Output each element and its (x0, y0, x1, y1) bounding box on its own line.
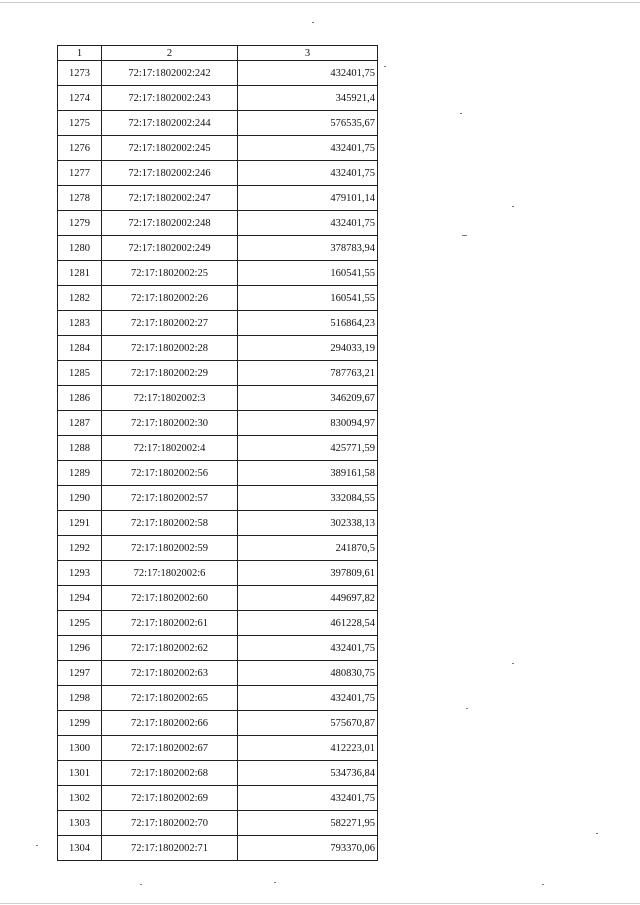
value-cell: 830094,97 (238, 411, 378, 436)
row-number-cell: 1285 (58, 361, 102, 386)
value-cell: 412223,01 (238, 736, 378, 761)
row-number-cell: 1289 (58, 461, 102, 486)
table-row (58, 186, 378, 211)
table-row (58, 611, 378, 636)
cadastral-number-cell: 72:17:1802002:59 (102, 536, 238, 561)
value-cell: 793370,06 (238, 836, 378, 861)
column-header-1: 1 (58, 46, 102, 61)
row-number-cell: 1291 (58, 511, 102, 536)
scan-speck (36, 845, 38, 846)
table-row (58, 736, 378, 761)
row-number-cell: 1303 (58, 811, 102, 836)
row-number-cell: 1274 (58, 86, 102, 111)
top-edge-line (0, 2, 640, 3)
table-row (58, 811, 378, 836)
table-row (58, 236, 378, 261)
cadastral-number-cell: 72:17:1802002:6 (102, 561, 238, 586)
cadastral-number-cell: 72:17:1802002:242 (102, 61, 238, 86)
row-number-cell: 1281 (58, 261, 102, 286)
row-number-cell: 1284 (58, 336, 102, 361)
table-row (58, 536, 378, 561)
cadastral-number-cell: 72:17:1802002:26 (102, 286, 238, 311)
parcel-value-table (57, 45, 378, 861)
table-row (58, 686, 378, 711)
table-row (58, 286, 378, 311)
scan-speck (140, 884, 142, 885)
cadastral-number-cell: 72:17:1802002:28 (102, 336, 238, 361)
row-number-cell: 1273 (58, 61, 102, 86)
cadastral-number-cell: 72:17:1802002:56 (102, 461, 238, 486)
value-cell: 479101,14 (238, 186, 378, 211)
table-row (58, 511, 378, 536)
row-number-cell: 1295 (58, 611, 102, 636)
row-number-cell: 1278 (58, 186, 102, 211)
cadastral-number-cell: 72:17:1802002:244 (102, 111, 238, 136)
cadastral-number-cell: 72:17:1802002:245 (102, 136, 238, 161)
value-cell: 432401,75 (238, 786, 378, 811)
cadastral-number-cell: 72:17:1802002:58 (102, 511, 238, 536)
row-number-cell: 1299 (58, 711, 102, 736)
cadastral-number-cell: 72:17:1802002:3 (102, 386, 238, 411)
cadastral-number-cell: 72:17:1802002:61 (102, 611, 238, 636)
cadastral-number-cell: 72:17:1802002:30 (102, 411, 238, 436)
row-number-cell: 1296 (58, 636, 102, 661)
value-cell: 241870,5 (238, 536, 378, 561)
table-row (58, 311, 378, 336)
row-number-cell: 1294 (58, 586, 102, 611)
row-number-cell: 1279 (58, 211, 102, 236)
header-row (58, 46, 378, 61)
cadastral-number-cell: 72:17:1802002:60 (102, 586, 238, 611)
value-cell: 432401,75 (238, 161, 378, 186)
table-row (58, 86, 378, 111)
table-row (58, 436, 378, 461)
cadastral-number-cell: 72:17:1802002:25 (102, 261, 238, 286)
row-number-cell: 1293 (58, 561, 102, 586)
table-row (58, 161, 378, 186)
value-cell: 575670,87 (238, 711, 378, 736)
row-number-cell: 1297 (58, 661, 102, 686)
cadastral-number-cell: 72:17:1802002:66 (102, 711, 238, 736)
table-row (58, 711, 378, 736)
value-cell: 160541,55 (238, 286, 378, 311)
column-header-2: 2 (102, 46, 238, 61)
cadastral-number-cell: 72:17:1802002:29 (102, 361, 238, 386)
bottom-edge-line (0, 903, 640, 904)
row-number-cell: 1301 (58, 761, 102, 786)
value-cell: 160541,55 (238, 261, 378, 286)
cadastral-number-cell: 72:17:1802002:62 (102, 636, 238, 661)
table-row (58, 561, 378, 586)
row-number-cell: 1286 (58, 386, 102, 411)
cadastral-number-cell: 72:17:1802002:63 (102, 661, 238, 686)
cadastral-number-cell: 72:17:1802002:68 (102, 761, 238, 786)
table-row (58, 336, 378, 361)
scan-speck (462, 235, 467, 236)
scan-speck (312, 22, 314, 23)
value-cell: 432401,75 (238, 686, 378, 711)
cadastral-number-cell: 72:17:1802002:65 (102, 686, 238, 711)
value-cell: 582271,95 (238, 811, 378, 836)
table-row (58, 586, 378, 611)
row-number-cell: 1302 (58, 786, 102, 811)
value-cell: 332084,55 (238, 486, 378, 511)
cadastral-number-cell: 72:17:1802002:71 (102, 836, 238, 861)
row-number-cell: 1298 (58, 686, 102, 711)
scan-speck (542, 884, 544, 885)
row-number-cell: 1282 (58, 286, 102, 311)
value-cell: 397809,61 (238, 561, 378, 586)
cadastral-number-cell: 72:17:1802002:4 (102, 436, 238, 461)
value-cell: 425771,59 (238, 436, 378, 461)
column-header-3: 3 (238, 46, 378, 61)
cadastral-number-cell: 72:17:1802002:69 (102, 786, 238, 811)
table-row (58, 411, 378, 436)
table-row (58, 361, 378, 386)
table-row (58, 636, 378, 661)
row-number-cell: 1292 (58, 536, 102, 561)
table-row (58, 211, 378, 236)
scan-speck (596, 833, 598, 834)
value-cell: 345921,4 (238, 86, 378, 111)
scan-speck (466, 708, 468, 709)
value-cell: 432401,75 (238, 61, 378, 86)
cadastral-number-cell: 72:17:1802002:249 (102, 236, 238, 261)
cadastral-number-cell: 72:17:1802002:70 (102, 811, 238, 836)
value-cell: 302338,13 (238, 511, 378, 536)
cadastral-number-cell: 72:17:1802002:57 (102, 486, 238, 511)
table-row (58, 661, 378, 686)
value-cell: 378783,94 (238, 236, 378, 261)
row-number-cell: 1275 (58, 111, 102, 136)
scan-speck (512, 206, 514, 207)
row-number-cell: 1276 (58, 136, 102, 161)
row-number-cell: 1304 (58, 836, 102, 861)
value-cell: 787763,21 (238, 361, 378, 386)
row-number-cell: 1283 (58, 311, 102, 336)
row-number-cell: 1300 (58, 736, 102, 761)
scan-speck (460, 113, 462, 114)
table-row (58, 836, 378, 861)
table-row (58, 761, 378, 786)
cadastral-number-cell: 72:17:1802002:248 (102, 211, 238, 236)
value-cell: 461228,54 (238, 611, 378, 636)
value-cell: 294033,19 (238, 336, 378, 361)
value-cell: 432401,75 (238, 636, 378, 661)
row-number-cell: 1288 (58, 436, 102, 461)
value-cell: 576535,67 (238, 111, 378, 136)
cadastral-number-cell: 72:17:1802002:246 (102, 161, 238, 186)
table-row (58, 486, 378, 511)
value-cell: 432401,75 (238, 136, 378, 161)
table-row (58, 136, 378, 161)
cadastral-number-cell: 72:17:1802002:247 (102, 186, 238, 211)
value-cell: 516864,23 (238, 311, 378, 336)
table-row (58, 386, 378, 411)
cadastral-number-cell: 72:17:1802002:67 (102, 736, 238, 761)
table-row (58, 61, 378, 86)
row-number-cell: 1290 (58, 486, 102, 511)
scan-speck (384, 66, 386, 67)
row-number-cell: 1277 (58, 161, 102, 186)
table-row (58, 461, 378, 486)
table-row (58, 111, 378, 136)
value-cell: 389161,58 (238, 461, 378, 486)
scan-speck (274, 882, 276, 883)
row-number-cell: 1287 (58, 411, 102, 436)
value-cell: 449697,82 (238, 586, 378, 611)
value-cell: 432401,75 (238, 211, 378, 236)
table-row (58, 786, 378, 811)
scan-speck (512, 663, 514, 664)
value-cell: 480830,75 (238, 661, 378, 686)
row-number-cell: 1280 (58, 236, 102, 261)
cadastral-number-cell: 72:17:1802002:27 (102, 311, 238, 336)
value-cell: 346209,67 (238, 386, 378, 411)
cadastral-number-cell: 72:17:1802002:243 (102, 86, 238, 111)
value-cell: 534736,84 (238, 761, 378, 786)
table-row (58, 261, 378, 286)
